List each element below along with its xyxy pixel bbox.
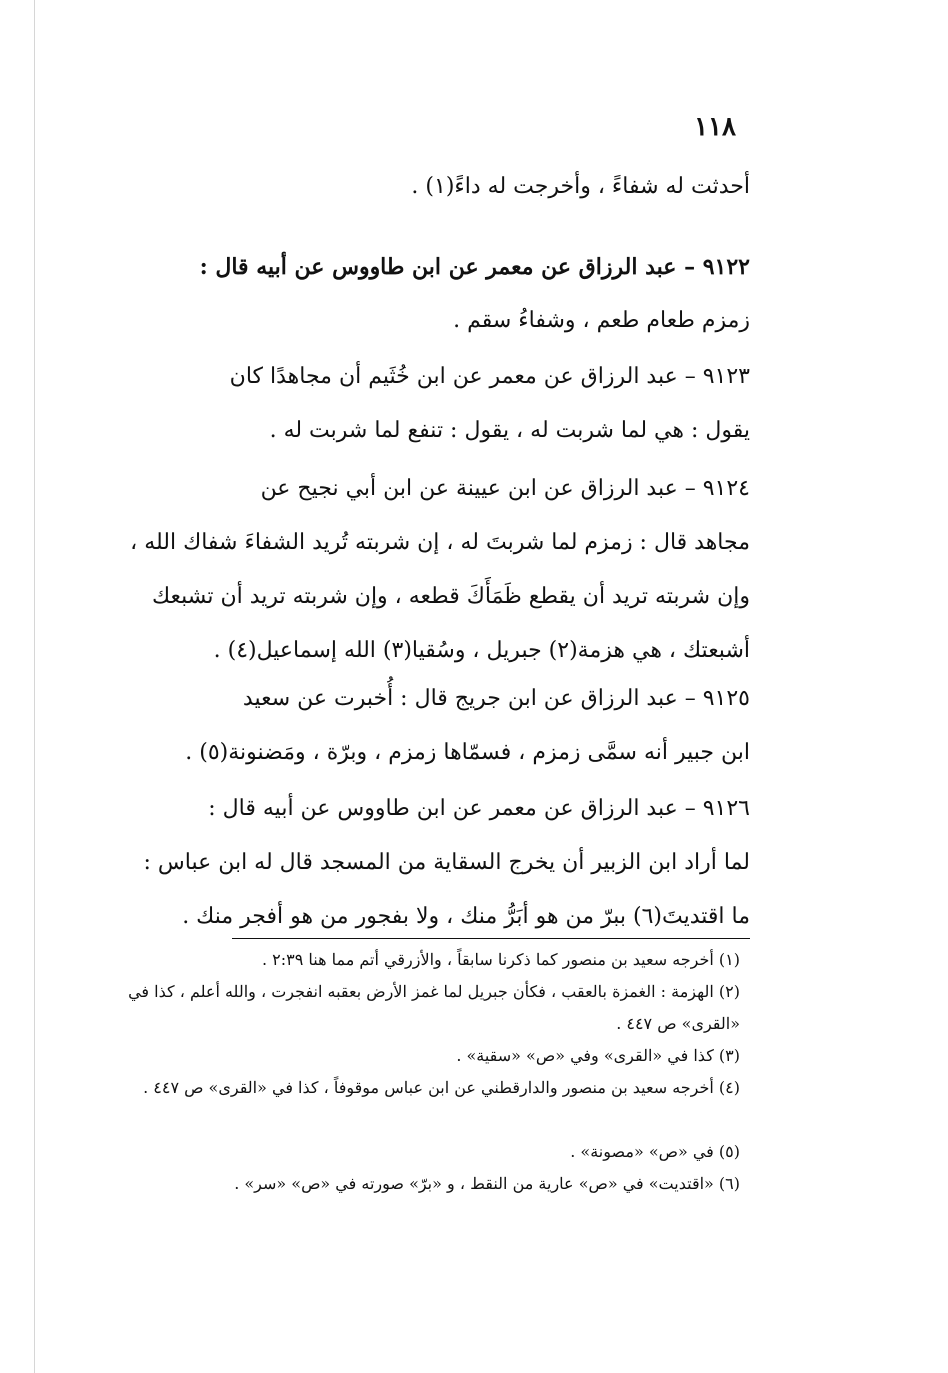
text-line: ما اقتديتَ(٦) ببرّ من هو أبَرُّ منك ، ولا بفجور من هو أفجر منك . bbox=[182, 904, 750, 929]
paragraph-1 bbox=[112, 160, 750, 214]
hadith-9122 bbox=[112, 240, 750, 348]
text-line: ٩١٢٥ – عبد الرزاق عن ابن جريج قال : أُخبرت عن سعيد bbox=[242, 686, 750, 711]
text-line: مجاهد قال : زمزم لما شربتَ له ، إن شربته تُريد الشفاءَ شفاك الله ، bbox=[130, 530, 750, 555]
footnote-3: (٣) كذا في «القرى» وفي «ص» «سقية» . bbox=[456, 1046, 740, 1065]
text-line: ٩١٢٤ – عبد الرزاق عن ابن عيينة عن ابن أبي نجيح عن bbox=[260, 476, 750, 501]
footnote-5: (٥) في «ص» «مصونة» . bbox=[570, 1142, 740, 1161]
text-line: زمزم طعام طعم ، وشفاءُ سقم . bbox=[453, 308, 750, 333]
text-line: ٩١٢٦ – عبد الرزاق عن معمر عن ابن طاووس عن أبيه قال : bbox=[208, 796, 750, 821]
footnote-4: (٤) أخرجه سعيد بن منصور والدارقطني عن ابن عباس موقوفاً ، كذا في «القرى» ص ٤٤٧ . bbox=[143, 1078, 740, 1097]
hadith-9125 bbox=[112, 672, 750, 780]
footnotes bbox=[108, 944, 740, 1200]
page-number: ١١٨ bbox=[694, 112, 736, 142]
hadith-9124 bbox=[112, 462, 750, 678]
text-line: أحدثت له شفاءً ، وأخرجت له داءً(١) . bbox=[411, 174, 750, 199]
text-line: وإن شربته تريد أن يقطع ظَمَأَكَ قطعه ، وإن شربته تريد أن تشبعك bbox=[151, 584, 750, 609]
footnote-2: (٢) الهزمة : الغمزة بالعقب ، فكأن جبريل لما غمز الأرض بعقبه انفجرت ، والله أعلم ، كذا في «القرى» ص ٤٤٧ . bbox=[128, 982, 740, 1033]
text-line: ابن جبير أنه سمَّى زمزم ، فسمّاها زمزم ، وبرّة ، ومَضنونة(٥) . bbox=[185, 740, 750, 765]
hadith-9126 bbox=[112, 782, 750, 944]
text-line: أشبعتك ، هي هزمة(٢) جبريل ، وسُقيا(٣) الله إسماعيل(٤) . bbox=[213, 638, 750, 663]
text-line: ٩١٢٢ – عبد الرزاق عن معمر عن ابن طاووس عن أبيه قال : bbox=[199, 254, 750, 280]
text-line: ٩١٢٣ – عبد الرزاق عن معمر عن ابن خُثَيم أن مجاهدًا كان bbox=[229, 364, 750, 389]
hadith-9123 bbox=[112, 350, 750, 458]
text-line: يقول : هي لما شربت له ، يقول : تنفع لما شربت له . bbox=[269, 418, 750, 443]
footnote-1: (١) أخرجه سعيد بن منصور كما ذكرنا سابقاً ، والأزرقي أتم مما هنا ٢:٣٩ . bbox=[261, 950, 740, 969]
footnote-divider bbox=[232, 938, 750, 939]
text-line: لما أراد ابن الزبير أن يخرج السقاية من المسجد قال له ابن عباس : bbox=[143, 850, 750, 875]
page-edge-line bbox=[34, 0, 35, 1373]
footnote-6: (٦) «اقتديت» في «ص» عارية من النقط ، و «برّ» صورته في «ص» «سر» . bbox=[234, 1174, 740, 1193]
